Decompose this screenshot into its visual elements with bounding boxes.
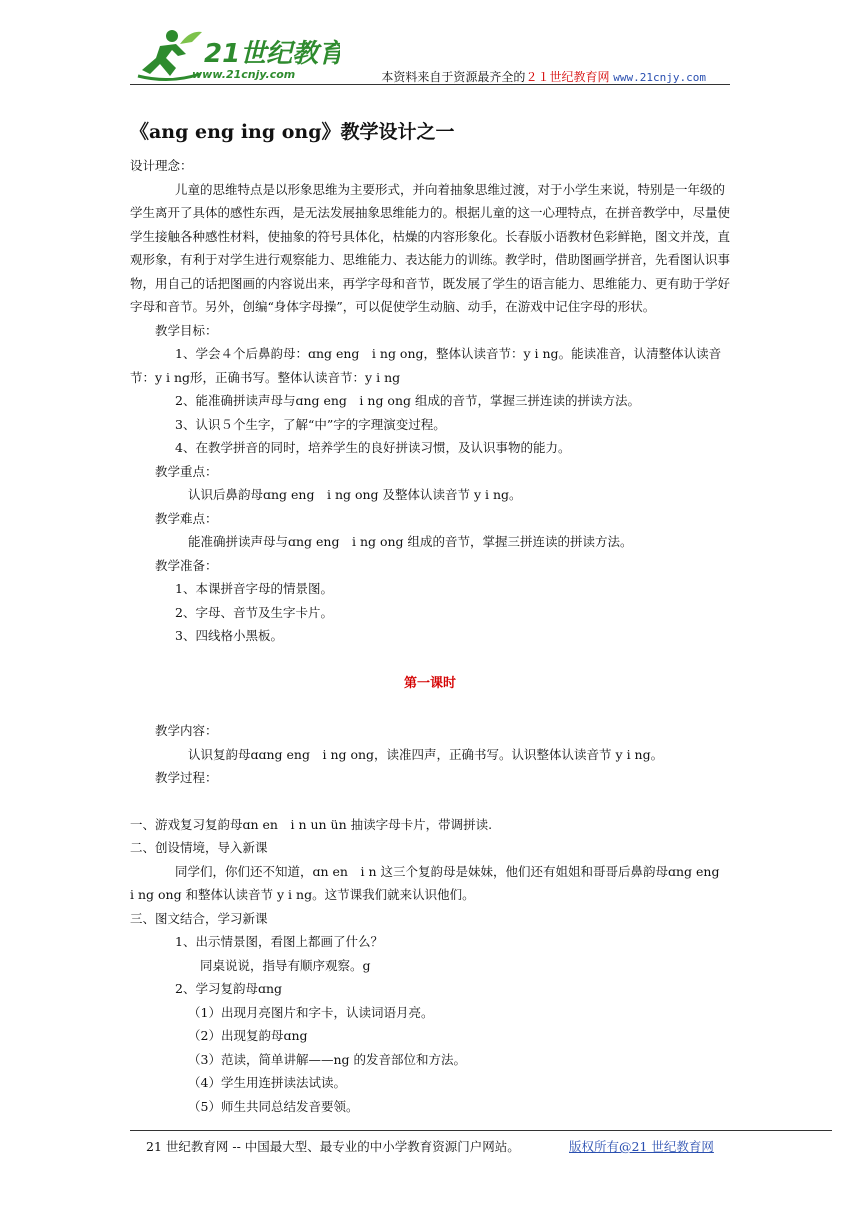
goal-item-4: 4、在教学拼音的同时，培养学生的良好拼读习惯，及认识事物的能力。: [175, 440, 571, 455]
prep-label: 教学准备：: [155, 557, 218, 573]
header-note: [381, 68, 706, 85]
goal-item-3: 3、认识５个生字，了解“中”字的字理演变过程。: [175, 416, 446, 432]
document-title: 《ang eng ing ong》教学设计之一: [130, 121, 455, 143]
footer-divider: [130, 1130, 832, 1131]
step-3-2-item-5: （5）师生共同总结发音要领。: [188, 1098, 359, 1114]
prep-item-2: 2、字母、音节及生字卡片。: [175, 604, 333, 620]
step-3-2-item-4: （4）学生用连拼读法试读。: [188, 1075, 346, 1090]
footer-copyright-link[interactable]: 版权所有@21 世纪教育网: [569, 1139, 714, 1154]
difficult-text: 能准确拼读声母与ɑng eng i ng ong 组成的音节，掌握三拼连读的拼读方法。: [188, 534, 633, 549]
goal-item-1: 1、学会４个后鼻韵母：ɑng eng i ng ong，整体认读音节：y i ng。能读准音，认清整体认读音节：y i ng形，正确书写。整体认读音节：y i ng: [130, 346, 722, 385]
header-note-prefix: 本资料来自于资源最齐全的: [381, 70, 526, 84]
step-2-text: 同学们，你们还不知道，ɑn en i n 这三个复韵母是妹妹，他们还有姐姐和哥哥后鼻韵母ɑng eng i ng ong 和整体认读音节 y i ng。这节课我们就来认识他们。: [130, 863, 732, 902]
step-3-1-text: 同桌说说，指导有顺序观察。g: [200, 957, 371, 973]
header-note-url[interactable]: www.21cnjy.com: [613, 71, 706, 84]
logo-url: www.21cnjy.com: [192, 68, 296, 81]
step-2: 二、创设情境，导入新课: [130, 840, 268, 855]
page-footer: [146, 1137, 714, 1155]
document-body: [130, 118, 730, 1118]
step-3-2-item-3: （3）范读，简单讲解——ng 的发音部位和方法。: [188, 1051, 466, 1067]
prep-item-3: 3、四线格小黑板。: [175, 628, 283, 643]
header-divider: [130, 84, 730, 85]
step-3-2-item-1: （1）出现月亮图片和字卡，认读词语月亮。: [188, 1004, 434, 1020]
goal-item-2: 2、能准确拼读声母与ɑng eng i ng ong 组成的音节，掌握三拼连读的拼读方法。: [175, 393, 640, 408]
header-note-site[interactable]: ２１世纪教育网: [525, 70, 610, 84]
lesson-heading: 第一课时: [403, 675, 456, 691]
step-3-1: 1、出示情景图，看图上都画了什么？: [175, 934, 383, 949]
difficult-label: 教学难点：: [155, 510, 218, 526]
content-label: 教学内容：: [155, 723, 218, 738]
prep-item-1: 1、本课拼音字母的情景图。: [175, 581, 333, 596]
key-text: 认识后鼻韵母ɑng eng i ng ong 及整体认读音节 y i ng。: [188, 487, 522, 502]
logo-text: 21世纪教育: [204, 39, 340, 69]
concept-text: 儿童的思维特点是以形象思维为主要形式，并向着抽象思维过渡，对于小学生来说，特别是一年级的学生离开了具体的感性东西，是无法发展抽象思维能力的。根据儿童的这一心理特点，在拼音教学中，尽量使学生接触各种感性材料，使抽象的符号具体化，枯燥的内容形象化。长春版小语教材色彩鲜艳，图文并茂，直观形象，有利于对学生进行观察能力、思维能力、表达能力的训练。教学时，借助图画学拼音，先看图认识事物，用自己的话把图画的内容说出来，再学字母和音节，既发展了学生的语言能力、思维能力、更有助于学好字母和音节。另外，创编“身体字母操”，可以促使学生动脑、动手，在游戏中记住字母的形状。: [130, 181, 731, 314]
content-text: 认识复韵母ɑɑng eng i ng ong，读准四声，正确书写。认识整体认读音节 y i ng。: [188, 746, 664, 762]
step-1: 一、游戏复习复韵母ɑn en i n un ün 抽读字母卡片，带调拼读.: [130, 816, 493, 832]
key-label: 教学重点：: [155, 463, 218, 479]
footer-text: 21 世纪教育网 -- 中国最大型、最专业的中小学教育资源门户网站。: [146, 1139, 520, 1154]
step-3-2: 2、学习复韵母ɑng: [175, 981, 283, 996]
logo-graphic: [130, 24, 340, 84]
concept-label: 设计理念：: [130, 158, 193, 173]
page-header: [130, 24, 730, 86]
goals-label: 教学目标：: [155, 322, 218, 338]
process-label: 教学过程：: [155, 770, 218, 785]
step-3: 三、图文结合，学习新课: [130, 910, 268, 926]
site-logo[interactable]: [130, 24, 340, 84]
step-3-2-item-2: （2）出现复韵母ɑng: [188, 1028, 308, 1043]
